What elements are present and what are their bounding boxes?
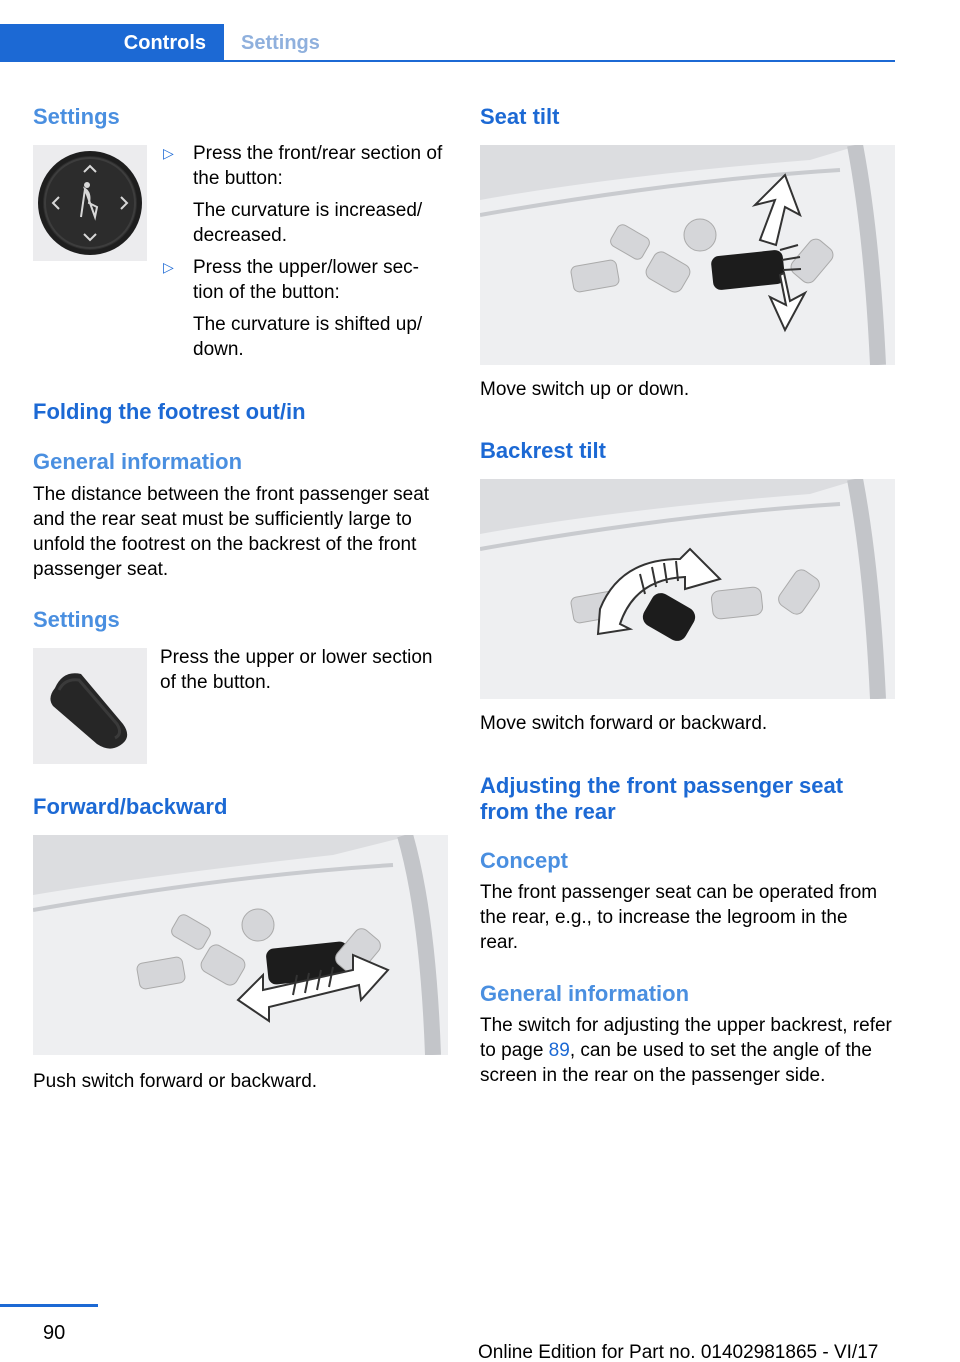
forward-backward-caption: Push switch forward or backward.	[33, 1071, 318, 1092]
forward-backward-switch-image	[33, 835, 448, 1055]
bullet-marker-icon: ▷	[163, 259, 174, 275]
general-information-text: The distance between the front passenger seat and the rear seat must be sufficiently large to unfold the footrest on the backrest of the front passenger seat.	[33, 484, 430, 580]
lumbar-switch-image	[33, 145, 147, 261]
general-information-text-right	[480, 1013, 900, 1088]
concept-text: The front passenger seat can be operated from the rear, e.g., to increase the legroom in the rear.	[480, 882, 878, 953]
list-item-text: The curvature is increased/ decreased.	[193, 200, 423, 246]
concept-heading: Concept	[480, 848, 568, 873]
list-item-text: Press the upper/lower sec‐ tion of the button:	[193, 257, 419, 303]
page-link[interactable]: 89	[548, 1040, 570, 1061]
forward-backward-heading: Forward/backward	[33, 794, 228, 819]
backrest-tilt-switch-image	[480, 479, 895, 699]
general-information-heading: General information	[33, 449, 243, 474]
backrest-tilt-caption: Move switch forward or backward.	[480, 713, 768, 734]
settings-subheading: Settings	[33, 607, 120, 632]
seat-tilt-caption: Move switch up or down.	[480, 379, 690, 400]
settings-heading: Settings	[33, 104, 120, 129]
tab-controls[interactable]: Controls	[0, 24, 224, 62]
seat-tilt-heading: Seat tilt	[480, 104, 560, 129]
general-information-heading-right: General information	[480, 981, 690, 1006]
page-number: 90	[43, 1322, 66, 1344]
settings-instruction-text: Press the upper or lower section of the button.	[160, 647, 433, 693]
tab-settings[interactable]: Settings	[241, 31, 320, 54]
adjust-passenger-seat-heading: Adjusting the front passenger seat from the rear	[480, 773, 844, 824]
general-text-before: The switch for adjusting the upper backrest, refer to page	[480, 1015, 892, 1061]
header-tab-bar	[0, 24, 895, 62]
footrest-button-image	[33, 648, 147, 764]
list-item-text: The curvature is shifted up/ down.	[193, 314, 423, 360]
folding-footrest-heading: Folding the footrest out/in	[33, 399, 306, 424]
general-text-after: , can be used to set the angle of the screen in the rear on the passenger side.	[480, 1040, 872, 1086]
edition-note: Online Edition for Part no. 01402981865 - VI/17	[478, 1342, 879, 1362]
list-item-text: Press the front/rear section of the button:	[193, 143, 443, 189]
footer-rule	[0, 1304, 98, 1307]
seat-tilt-switch-image	[480, 145, 895, 365]
bullet-marker-icon: ▷	[163, 145, 174, 161]
backrest-tilt-heading: Backrest tilt	[480, 438, 606, 463]
